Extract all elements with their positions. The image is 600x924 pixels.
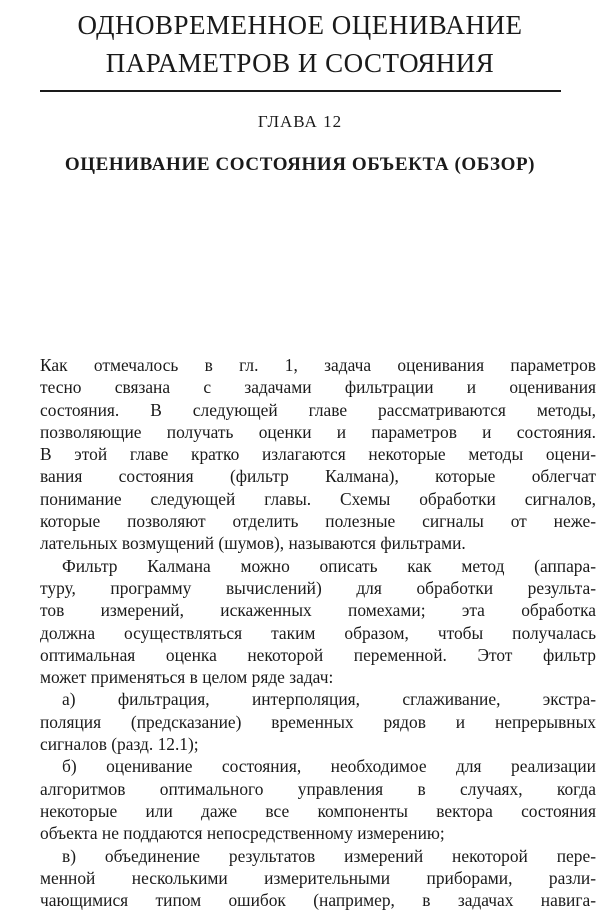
chapter-label: ГЛАВА 12 [257,112,343,131]
text-line: понимание следующей главы. Схемы обработки сигналов, [40,488,596,509]
paragraph [40,354,596,555]
text-line: должна осуществляться таким образом, чтобы получалась [40,622,596,643]
text-line: туру, программу вычислений) для обработки результа- [40,577,596,598]
text-line: а) фильтрация, интерполяция, сглаживание, экстра- [62,689,596,710]
paragraph [40,845,596,912]
text-line: алгоритмов оптимального управления в случаях, когда [40,778,596,799]
text-line: В этой главе кратко излагаются некоторые методы оцени- [40,444,596,465]
text-line: объекта не поддаются непосредственному измерению; [40,823,445,844]
header-rule [40,90,561,92]
text-line: Фильтр Калмана можно описать как метод (аппара- [62,555,596,576]
text-line: в) объединение результатов измерений некоторой пере- [62,845,596,866]
chapter-title: ОЦЕНИВАНИЕ СОСТОЯНИЯ ОБЪЕКТА (ОБЗОР) [64,154,536,175]
text-line: тов измерений, искаженных помехами; эта обработка [40,600,596,621]
text-line: тесно связана с задачами фильтрации и оценивания [40,377,596,398]
part-title-line-1: ОДНОВРЕМЕННОЕ ОЦЕНИВАНИЕ [77,10,523,40]
text-line: вания состояния (фильтр Калмана), которые облегчат [40,466,596,487]
paragraph [40,755,596,844]
text-line: позволяющие получать оценки и параметров и состояния. [40,421,596,442]
text-line: может применяться в целом ряде задач: [40,667,334,688]
text-line: менной несколькими измерительными приборами, разли- [40,867,596,888]
text-line: Как отмечалось в гл. 1, задача оценивания параметров [40,355,596,375]
text-line: состояния. В следующей главе рассматриваются методы, [40,399,596,420]
body-text [40,354,596,911]
text-line: оптимальная оценка некоторой переменной. Этот фильтр [40,644,596,665]
text-line: лательных возмущений (шумов), называются фильтрами. [40,533,466,554]
part-title [0,6,600,82]
text-line: которые позволяют отделить полезные сигналы от неже- [40,511,596,532]
paragraph [40,555,596,689]
text-line: сигналов (разд. 12.1); [40,734,199,755]
text-line: б) оценивание состояния, необходимое для реализации [62,756,596,777]
part-title-line-2: ПАРАМЕТРОВ И СОСТОЯНИЯ [105,48,495,78]
text-line: чающимися типом ошибок (например, в задачах навига- [40,890,596,911]
paragraph [40,688,596,755]
text-line: поляция (предсказание) временных рядов и непрерывных [40,711,596,732]
text-line: некоторые или даже все компоненты вектора состояния [40,800,596,821]
